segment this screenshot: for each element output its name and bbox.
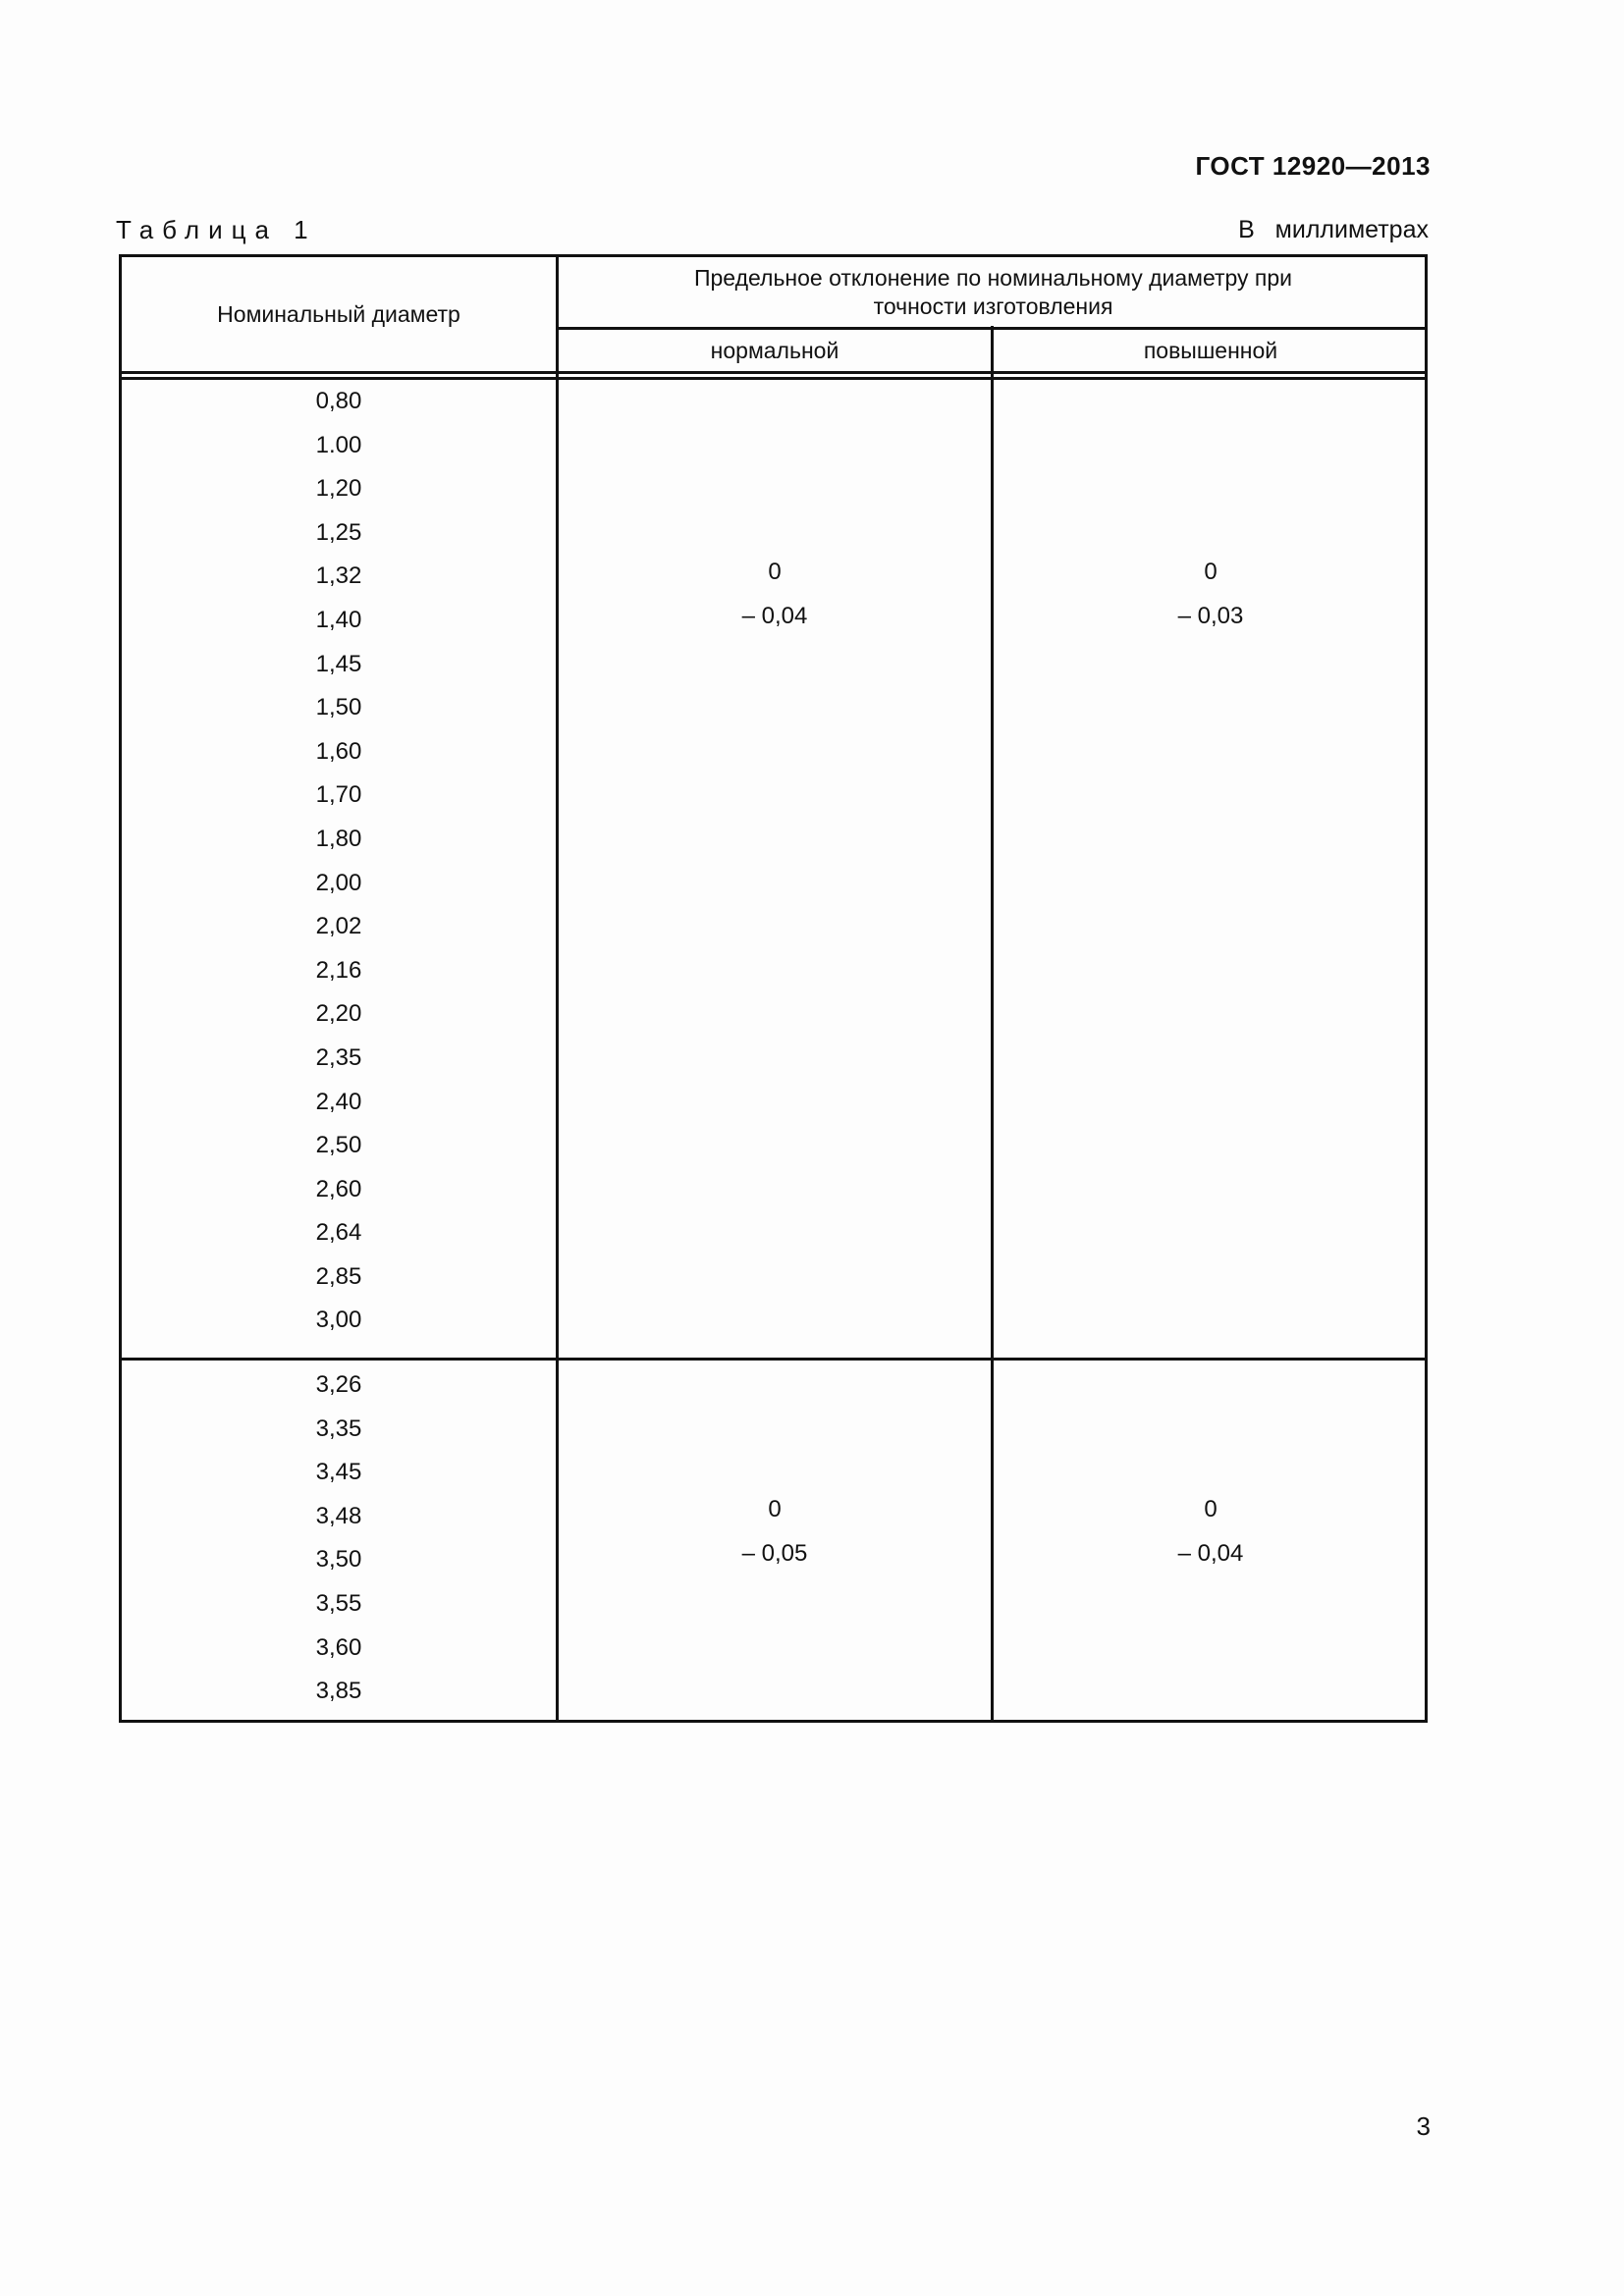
page-number: 3 (1416, 2111, 1431, 2141)
group-1-normal-upper: 0 (768, 559, 782, 585)
diameter-value: 2,16 (315, 956, 362, 984)
diameter-value: 3,60 (315, 1633, 362, 1661)
group-2-high-upper: 0 (1204, 1496, 1218, 1522)
diameter-value: 3,55 (315, 1589, 362, 1617)
diameter-value: 2,40 (315, 1088, 362, 1115)
diameter-value: 3,35 (315, 1415, 362, 1442)
diameter-value: 1,25 (315, 518, 362, 546)
table-caption: Таблица 1 (116, 215, 317, 244)
diameter-value: 1,80 (315, 825, 362, 852)
document-code: ГОСТ 12920—2013 (1195, 151, 1431, 181)
diameter-value: 1,60 (315, 737, 362, 765)
group-1-normal-lower: – 0,04 (741, 603, 808, 629)
diameter-value: 3,00 (315, 1307, 362, 1334)
group-2-normal-lower: – 0,05 (741, 1540, 808, 1567)
group-separator (122, 1358, 1428, 1361)
group-2-normal-upper: 0 (768, 1496, 782, 1522)
diameter-list-group-2 (122, 1363, 556, 1714)
diameter-value: 2,20 (315, 1000, 362, 1028)
group-1-high-lower: – 0,03 (1177, 603, 1244, 629)
diameter-value: 2,50 (315, 1132, 362, 1159)
group-1-high-upper: 0 (1204, 559, 1218, 585)
diameter-value: 3,50 (315, 1546, 362, 1574)
diameter-value: 2,02 (315, 913, 362, 940)
units-note: В миллиметрах (1238, 216, 1429, 243)
diameter-value: 1,50 (315, 694, 362, 721)
group-2-high-lower: – 0,04 (1177, 1540, 1244, 1567)
diameter-value: 3,85 (315, 1678, 362, 1705)
header-limit-deviation: Предельное отклонение по номинальному диаметру при точности изготовления (693, 264, 1293, 319)
header-high-accuracy: повышенной (1143, 337, 1278, 363)
diameter-value: 3,26 (315, 1371, 362, 1398)
diameter-value: 1,20 (315, 475, 362, 503)
diameter-value: 2,60 (315, 1175, 362, 1202)
diameter-value: 1.00 (315, 431, 362, 458)
diameter-value: 3,48 (315, 1502, 362, 1529)
diameter-value: 1,40 (315, 606, 362, 633)
header-normal-accuracy: нормальной (710, 337, 839, 363)
diameter-value: 2,64 (315, 1219, 362, 1247)
diameter-value: 1,45 (315, 650, 362, 677)
diameter-value: 2,85 (315, 1262, 362, 1290)
diameter-list-group-1 (122, 380, 556, 1343)
diameter-value: 1,70 (315, 781, 362, 809)
diameter-value: 2,35 (315, 1043, 362, 1071)
header-nominal-diameter: Номинальный диаметр (217, 300, 460, 327)
tolerance-table (119, 254, 1428, 1723)
diameter-value: 1,32 (315, 562, 362, 590)
header-bottom-line-1 (122, 371, 1428, 374)
diameter-value: 3,45 (315, 1459, 362, 1486)
diameter-value: 2,00 (315, 869, 362, 896)
diameter-value: 0,80 (315, 388, 362, 414)
